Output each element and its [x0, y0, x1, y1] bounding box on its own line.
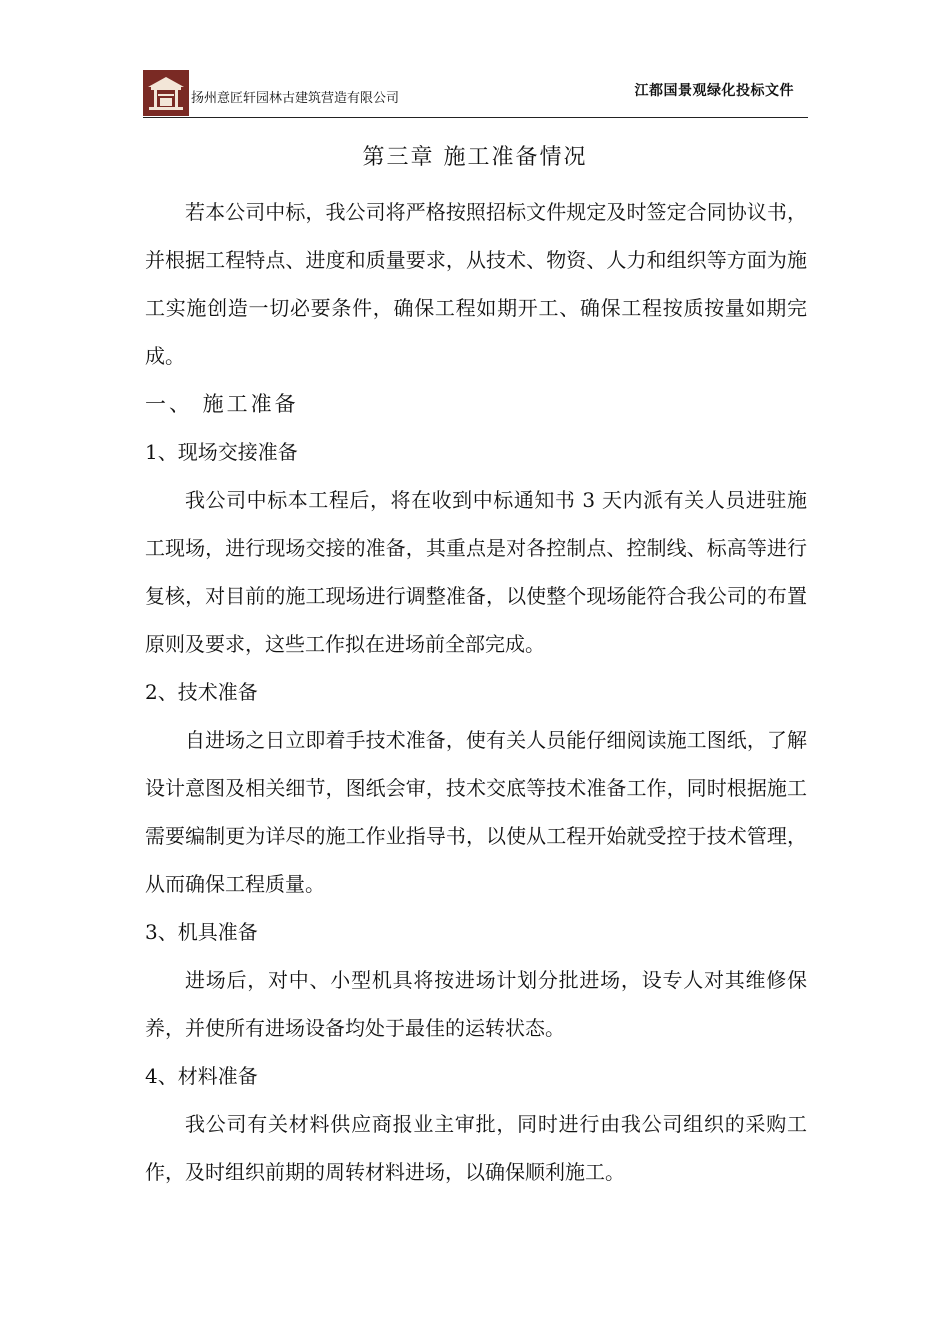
chapter-title: 第三章 施工准备情况: [362, 145, 588, 170]
item-paragraph-4: 我公司有关材料供应商报业主审批，同时进行由我公司组织的采购工作，及时组织前期的周转材料进场，以确保顺利施工。: [145, 1112, 807, 1184]
item-paragraph-1: 我公司中标本工程后，将在收到中标通知书 3 天内派有关人员进驻施工现场，进行现场交接的准备，其重点是对各控制点、控制线、标高等进行复核，对目前的施工现场进行调整准备，以使整个现场能符合我公司的布置原则及要求，这些工作拟在进场前全部完成。: [145, 488, 807, 656]
page-header: [143, 70, 808, 116]
intro-paragraph: 若本公司中标，我公司将严格按照招标文件规定及时签定合同协议书，并根据工程特点、进度和质量要求，从技术、物资、人力和组织等方面为施工实施创造一切必要条件，确保工程如期开工、确保工程按质按量如期完成。: [145, 200, 807, 368]
header-rule: [143, 117, 808, 118]
document-body: [145, 188, 807, 1196]
item-paragraph-3: 进场后，对中、小型机具将按进场计划分批进场，设专人对其维修保养，并使所有进场设备均处于最佳的运转状态。: [145, 968, 807, 1040]
item-heading-3: 3、机具准备: [145, 920, 258, 944]
section-heading: 一、 施工准备: [145, 392, 299, 416]
item-paragraph-2: 自进场之日立即着手技术准备，使有关人员能仔细阅读施工图纸，了解设计意图及相关细节，图纸会审，技术交底等技术准备工作，同时根据施工需要编制更为详尽的施工作业指导书，以使从工程开始就受控于技术管理，从而确保工程质量。: [145, 728, 807, 896]
item-heading-1: 1、现场交接准备: [145, 440, 298, 464]
item-heading-4: 4、材料准备: [145, 1064, 258, 1088]
company-name: 扬州意匠轩园林古建筑营造有限公司: [191, 91, 400, 106]
document-type: 江都国景观绿化投标文件: [634, 83, 794, 99]
company-logo: [143, 70, 189, 116]
item-heading-2: 2、技术准备: [145, 680, 258, 704]
